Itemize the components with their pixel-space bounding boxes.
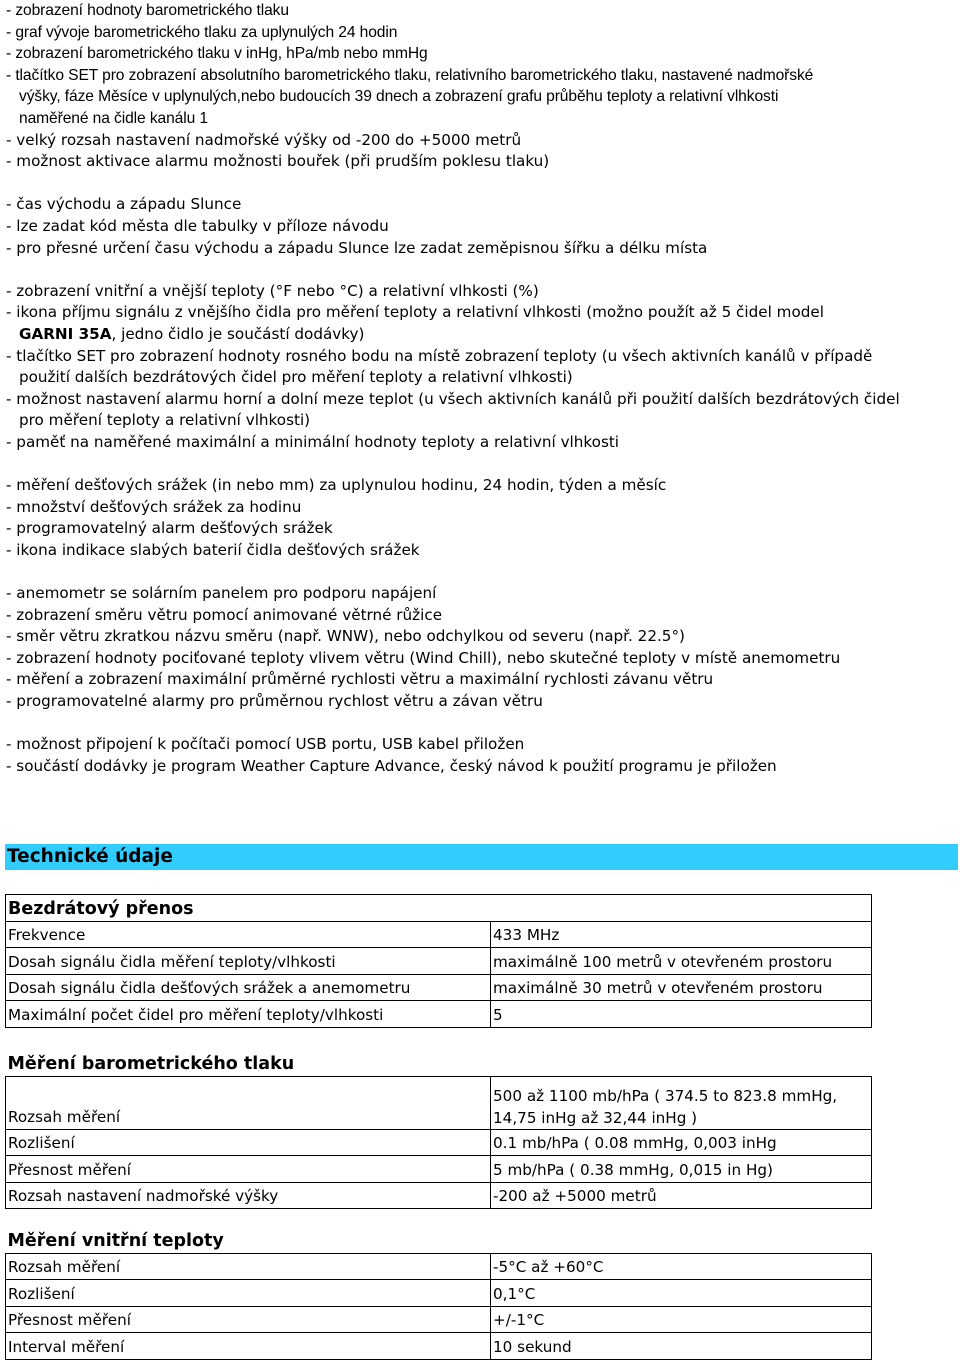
list-item: - možnost připojení k počítači pomocí USB portu, USB kabel přiložen [6,735,525,754]
table-row [6,948,872,975]
table-row [6,1076,872,1129]
table-title: Měření vnitřní teploty [7,1230,224,1251]
pc-features [6,734,956,777]
spec-value: 433 MHz [491,921,872,948]
wireless-spec-table [5,894,872,1028]
temperature-features [6,281,956,454]
table-row [6,1156,872,1183]
table-row [6,1333,872,1360]
list-item [6,346,956,389]
indoor-temperature-spec-table [5,1227,872,1360]
spec-label: Rozsah měření [6,1076,491,1129]
list-item: - programovatelné alarmy pro průměrnou rychlost větru a závan větru [6,692,543,710]
feature-list [6,0,956,777]
table-row [6,1306,872,1333]
table-title-row [6,1227,872,1253]
list-item-text: , jedno čidlo je součástí dodávky) [111,324,365,343]
spec-value: maximálně 100 metrů v otevřeném prostoru [491,948,872,975]
spec-label: Rozlišení [6,1129,491,1156]
spec-label: Rozlišení [6,1280,491,1307]
list-item: - lze zadat kód města dle tabulky v příloze návodu [6,216,389,235]
table-title-row [6,895,872,922]
list-item: - paměť na naměřené maximální a minimální hodnoty teploty a relativní vlhkosti [6,432,620,451]
list-item-line: použití dalších bezdrátových čidel pro měření teploty a relativní vlhkosti) [19,368,573,387]
list-item: - pro přesné určení času východu a západu Slunce lze zadat zeměpisnou šířku a délku místa [6,238,708,257]
list-item: - velký rozsah nastavení nadmořské výšky od -200 do +5000 metrů [6,130,522,149]
list-item-line: - tlačítko SET pro zobrazení hodnoty rosného bodu na místě zobrazení teploty (u všech aktivních kanálů v případě [6,346,873,365]
list-item-line: - ikona příjmu signálu z vnějšího čidla pro měření teploty a relativní vlhkosti (možno použít až 5 čidel model [6,303,824,322]
spec-value: +/-1°C [491,1306,872,1333]
wind-features [6,583,956,713]
model-name: GARNI 35A [19,324,112,343]
list-item: - graf vývoje barometrického tlaku za uplynulých 24 hodin [6,23,398,41]
list-item: - programovatelný alarm dešťových srážek [6,519,333,538]
pressure-features [6,0,956,173]
spec-label: Dosah signálu čidla měření teploty/vlhkosti [6,948,491,975]
table-row [6,1001,872,1028]
list-item-line: - tlačítko SET pro zobrazení absolutního barometrického tlaku, relativního barometrického tlaku, nastavené nadmořské [6,66,814,84]
list-item-line: výšky, fáze Měsíce v uplynulých,nebo budoucích 39 dnech a zobrazení grafu průběhu teploty a relativní vlhkosti [19,88,779,106]
table-row [6,1129,872,1156]
list-item: - anemometr se solárním panelem pro podporu napájení [6,584,437,603]
spec-label: Přesnost měření [6,1306,491,1333]
list-item [6,65,956,130]
list-item: - čas východu a západu Slunce [6,195,242,214]
table-row [6,974,872,1001]
pressure-spec-table [5,1050,872,1209]
spec-label: Frekvence [6,921,491,948]
list-item: - směr větru zkratkou názvu směru (např. WNW), nebo odchylkou od severu (např. 22.5°) [6,627,685,646]
list-item-line: pro měření teploty a relativní vlhkosti) [19,411,311,430]
rain-features [6,475,956,561]
list-item: - zobrazení hodnoty barometrického tlaku [6,2,289,19]
table-title: Bezdrátový přenos [6,895,872,922]
spec-value: 5 [491,1001,872,1028]
list-item: - měření a zobrazení maximální průměrné rychlosti větru a maximální rychlosti závanu větru [6,670,714,689]
spec-label: Maximální počet čidel pro měření teploty/vlhkosti [6,1001,491,1028]
section-heading: Technické údaje [5,844,958,870]
spec-label: Rozsah měření [6,1253,491,1280]
spec-value: 0,1°C [491,1280,872,1307]
spec-label: Interval měření [6,1333,491,1360]
list-item [6,389,956,432]
table-title: Měření barometrického tlaku [7,1053,295,1074]
list-item-line [6,324,956,346]
sun-features [6,194,956,259]
spec-label: Přesnost měření [6,1156,491,1183]
table-row [6,1182,872,1209]
list-item: - množství dešťových srážek za hodinu [6,497,302,516]
list-item: - zobrazení barometrického tlaku v inHg, hPa/mb nebo mmHg [6,45,428,63]
list-item: - zobrazení hodnoty pociťované teploty vlivem větru (Wind Chill), nebo skutečné teploty v místě anemometru [6,648,841,667]
list-item: - zobrazení směru větru pomocí animované větrné růžice [6,605,443,624]
spec-value: maximálně 30 metrů v otevřeném prostoru [491,974,872,1001]
list-item: - zobrazení vnitřní a vnější teploty (°F nebo °C) a relativní vlhkosti (%) [6,281,539,300]
list-item [6,302,956,345]
table-row [6,921,872,948]
spec-value: -5°C až +60°C [491,1253,872,1280]
spec-value: 5 mb/hPa ( 0.38 mmHg, 0,015 in Hg) [491,1156,872,1183]
table-row [6,1253,872,1280]
list-item: - ikona indikace slabých baterií čidla dešťových srážek [6,540,420,559]
list-item: - možnost aktivace alarmu možnosti bouřek (při prudším poklesu tlaku) [6,152,550,171]
list-item: - součástí dodávky je program Weather Capture Advance, český návod k použití programu je přiložen [6,756,777,775]
spec-value: -200 až +5000 metrů [491,1182,872,1209]
table-title-row [6,1050,872,1076]
spec-label: Dosah signálu čidla dešťových srážek a anemometru [6,974,491,1001]
spec-value: 10 sekund [491,1333,872,1360]
spec-value: 500 až 1100 mb/hPa ( 374.5 to 823.8 mmHg, 14,75 inHg až 32,44 inHg ) [491,1076,872,1129]
spec-value: 0.1 mb/hPa ( 0.08 mmHg, 0,003 inHg [491,1129,872,1156]
list-item-line: - možnost nastavení alarmu horní a dolní meze teplot (u všech aktivních kanálů při použití dalších bezdrátových čidel [6,389,900,408]
list-item-line: naměřené na čidle kanálu 1 [19,109,208,127]
spec-label: Rozsah nastavení nadmořské výšky [6,1182,491,1209]
table-row [6,1280,872,1307]
list-item: - měření dešťových srážek (in nebo mm) za uplynulou hodinu, 24 hodin, týden a měsíc [6,476,667,495]
